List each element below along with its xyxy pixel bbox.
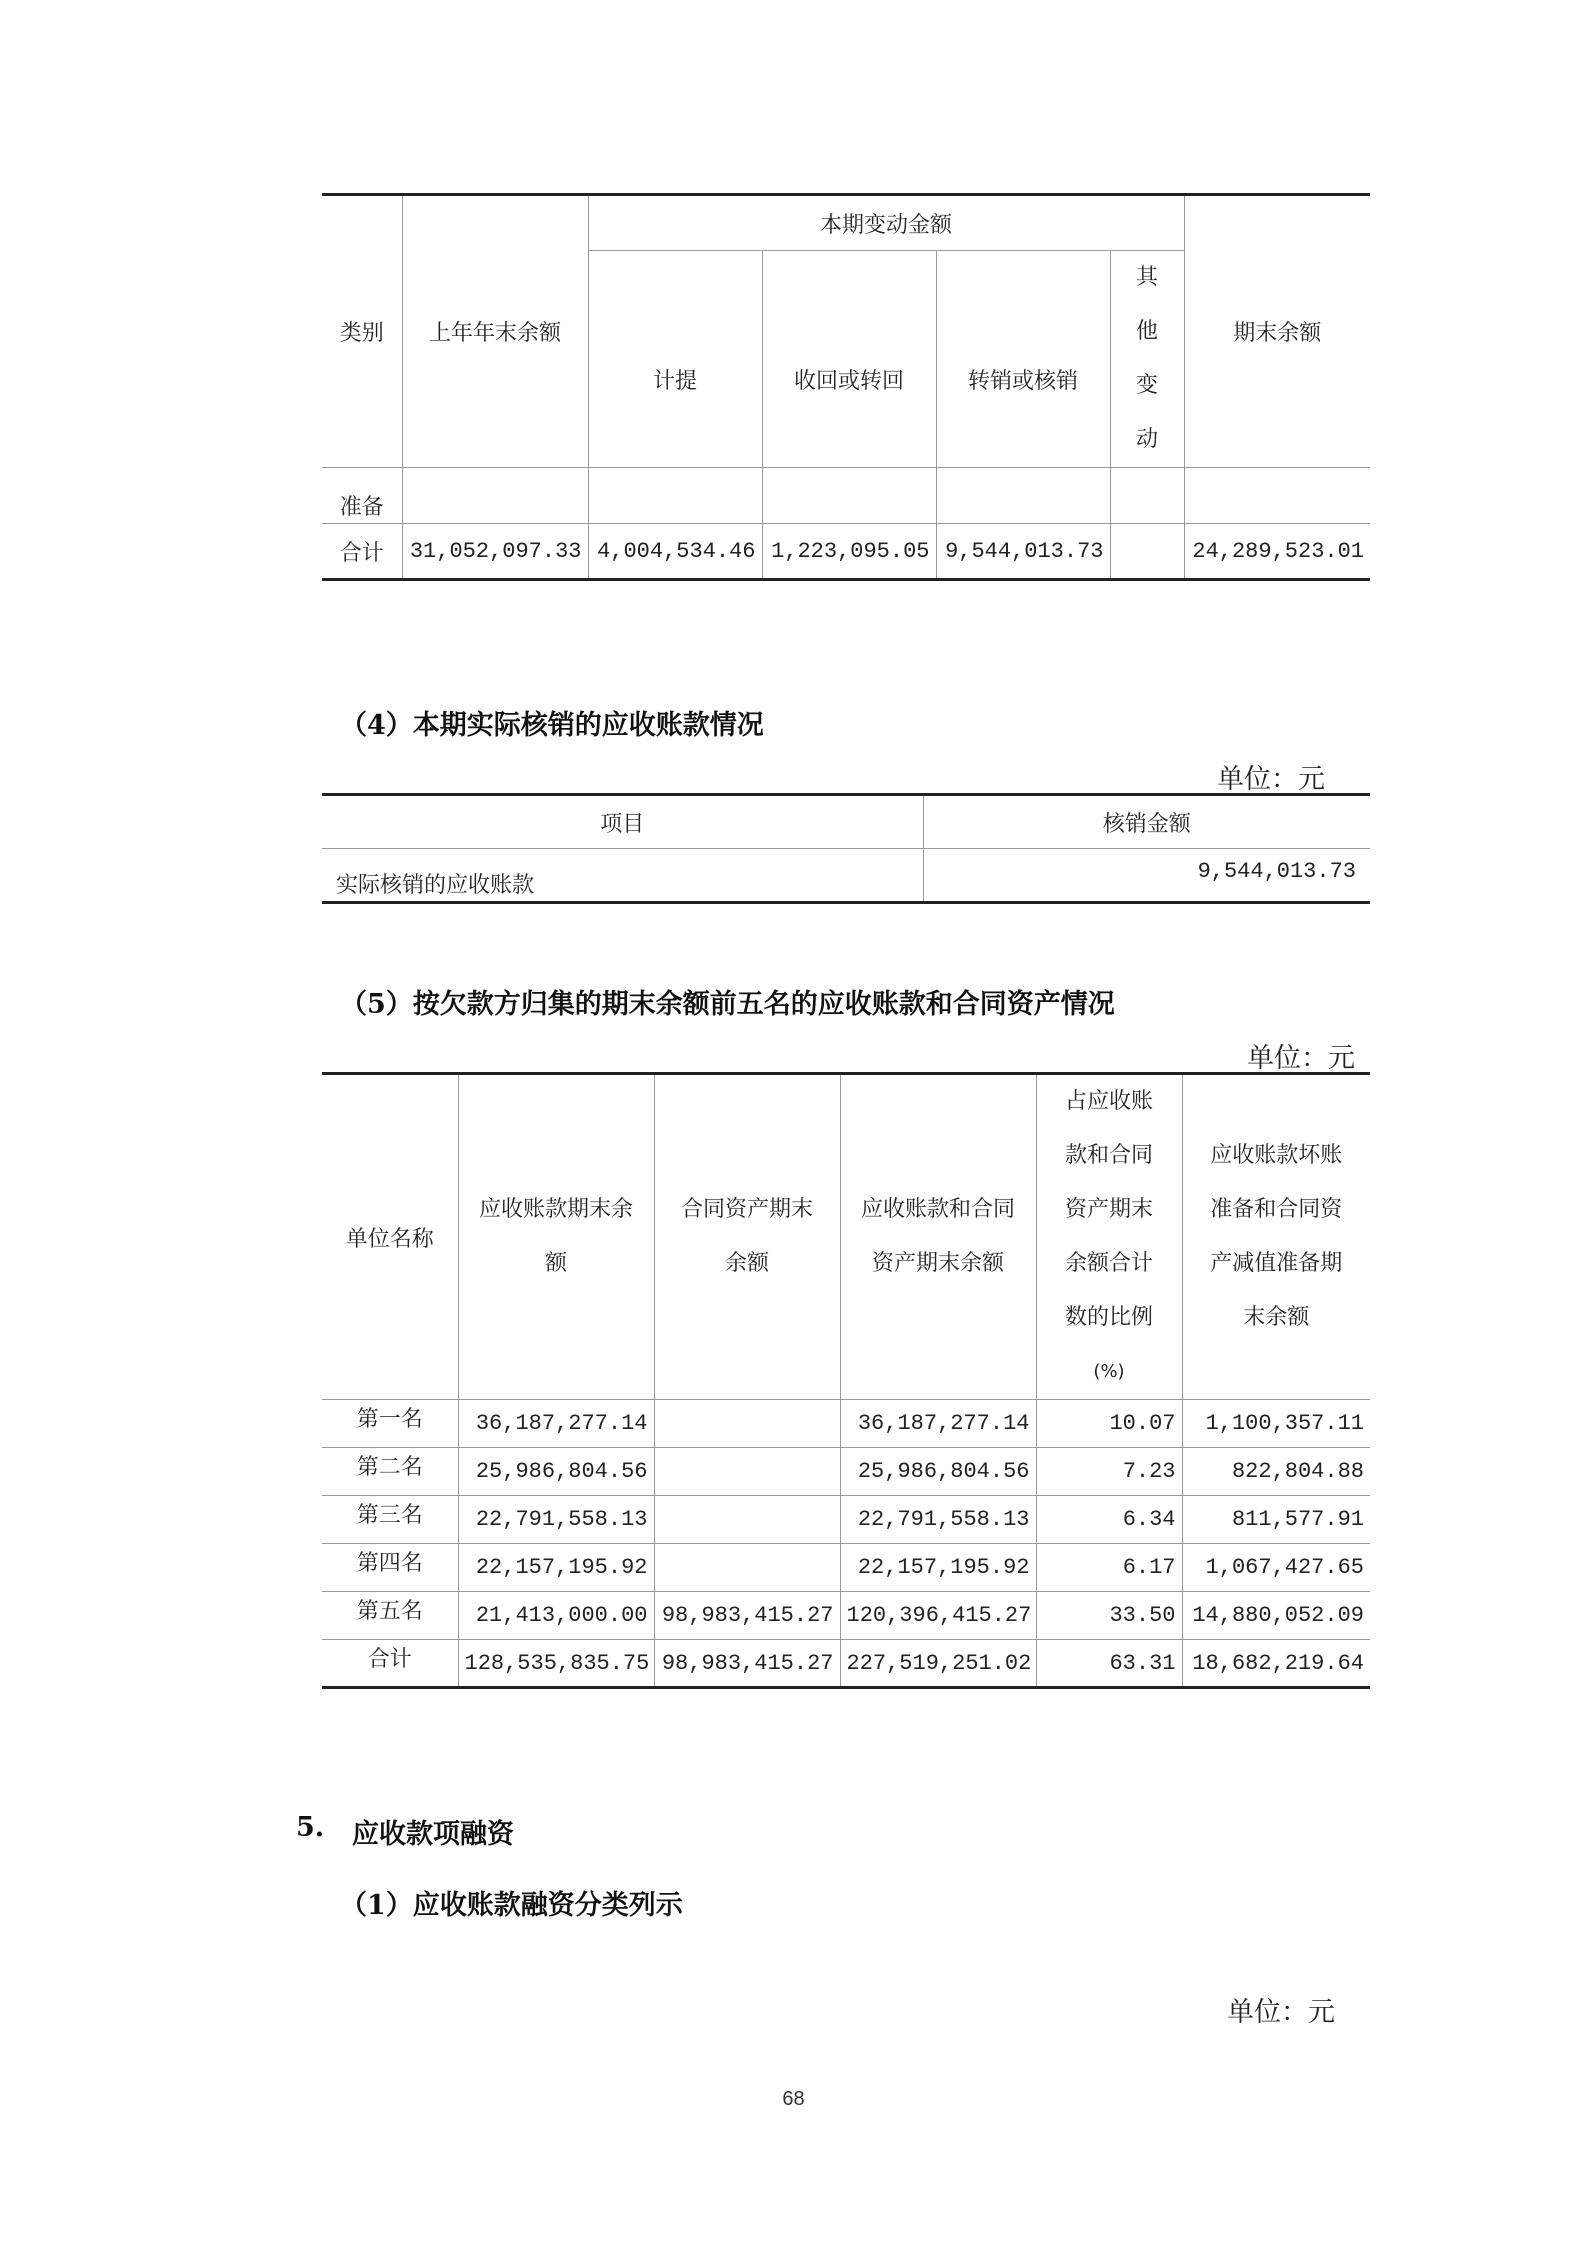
other-char: 他 (1136, 319, 1159, 344)
cell (654, 1448, 840, 1496)
header-line: 应收账款坏账 (1210, 1143, 1343, 1168)
table-row (322, 1544, 1370, 1592)
col-ar-header (458, 1074, 654, 1400)
cell: 33.50 (1036, 1592, 1182, 1640)
row-name: 第四名 (322, 1544, 458, 1592)
row-item: 实际核销的应收账款 (322, 849, 923, 903)
header-line: 余额合计 (1064, 1251, 1153, 1276)
cell: 24,289,523.01 (1184, 524, 1370, 580)
cell: 18,682,219.64 (1182, 1640, 1370, 1688)
table-row (322, 1400, 1370, 1448)
cell: 120,396,415.27 (840, 1592, 1036, 1640)
header-line: 占应收账 (1064, 1089, 1153, 1114)
row-category: 合计 (322, 524, 402, 580)
header-line: 应收账款和合同 (860, 1197, 1015, 1222)
row-name: 第一名 (322, 1400, 458, 1448)
cell: 6.17 (1036, 1544, 1182, 1592)
row-amount: 9,544,013.73 (923, 849, 1370, 903)
row-name: 第五名 (322, 1592, 458, 1640)
cell: 21,413,000.00 (458, 1592, 654, 1640)
cell: 1,067,427.65 (1182, 1544, 1370, 1592)
cell (762, 468, 936, 524)
cell: 14,880,052.09 (1182, 1592, 1370, 1640)
cell: 63.31 (1036, 1640, 1182, 1688)
table-row (322, 1640, 1370, 1688)
cell: 98,983,415.27 (654, 1592, 840, 1640)
header-line: 合同资产期末 (680, 1197, 813, 1222)
col-category-header: 类别 (322, 195, 402, 468)
header-line: 末余额 (1243, 1305, 1310, 1330)
top-five-table (322, 1072, 1370, 1689)
cell: 7.23 (1036, 1448, 1182, 1496)
col-prev-balance-header: 上年年末余额 (402, 195, 588, 468)
header-line: 款和合同 (1064, 1143, 1153, 1168)
page-number: 68 (782, 2088, 805, 2110)
other-char: 变 (1136, 373, 1159, 398)
cell: 98,983,415.27 (654, 1640, 840, 1688)
cell: 31,052,097.33 (402, 524, 588, 580)
header-line: (%) (1093, 1361, 1125, 1382)
cell: 36,187,277.14 (840, 1400, 1036, 1448)
header-line: 资产期末 (1064, 1197, 1153, 1222)
cell (1110, 468, 1184, 524)
col-recovered-header: 收回或转回 (762, 251, 936, 468)
cell (588, 468, 762, 524)
col-end-balance-header: 期末余额 (1184, 195, 1370, 468)
table-row (322, 468, 1370, 524)
header-line: 准备和合同资 (1210, 1197, 1343, 1222)
cell: 25,986,804.56 (840, 1448, 1036, 1496)
cell: 9,544,013.73 (936, 524, 1110, 580)
cell: 811,577.91 (1182, 1496, 1370, 1544)
header-line: 数的比例 (1064, 1305, 1153, 1330)
section-title: 应收款项融资 (352, 1819, 514, 1850)
sub-heading: （1）应收账款融资分类列示 (340, 1890, 683, 1921)
col-amount-header: 核销金额 (923, 795, 1370, 849)
cell: 22,791,558.13 (840, 1496, 1036, 1544)
section-number: 5. (296, 1812, 325, 1843)
col-provision-header (1182, 1074, 1370, 1400)
header-line: 应收账款期末余 (478, 1197, 633, 1222)
cell (1184, 468, 1370, 524)
table-row (322, 524, 1370, 580)
cell: 4,004,534.46 (588, 524, 762, 580)
cell (936, 468, 1110, 524)
cell: 822,804.88 (1182, 1448, 1370, 1496)
section-unit: 单位：元 (1227, 1997, 1335, 2028)
col-other-change-header (1110, 251, 1184, 468)
cell: 22,791,558.13 (458, 1496, 654, 1544)
cell (402, 468, 588, 524)
col-ca-header (654, 1074, 840, 1400)
row-name: 第三名 (322, 1496, 458, 1544)
cell (654, 1400, 840, 1448)
cell (654, 1544, 840, 1592)
cell (654, 1496, 840, 1544)
bad-debt-provision-table (322, 193, 1370, 581)
table-row (322, 1592, 1370, 1640)
other-char: 动 (1136, 427, 1159, 452)
cell: 1,223,095.05 (762, 524, 936, 580)
table-row (322, 849, 1370, 903)
section-4-heading: （4）本期实际核销的应收账款情况 (340, 710, 764, 741)
col-total-header (840, 1074, 1036, 1400)
section-4-unit: 单位：元 (1217, 764, 1325, 795)
section-5-heading: （5）按欠款方归集的期末余额前五名的应收账款和合同资产情况 (340, 989, 1115, 1020)
header-line: 额 (544, 1251, 567, 1276)
cell: 1,100,357.11 (1182, 1400, 1370, 1448)
cell: 25,986,804.56 (458, 1448, 654, 1496)
header-line: 产减值准备期 (1210, 1251, 1343, 1276)
cell: 22,157,195.92 (458, 1544, 654, 1592)
col-change-group-header: 本期变动金额 (588, 195, 1184, 251)
cell: 128,535,835.75 (458, 1640, 654, 1688)
cell: 22,157,195.92 (840, 1544, 1036, 1592)
table-row (322, 1496, 1370, 1544)
col-ratio-header (1036, 1074, 1182, 1400)
other-char: 其 (1136, 265, 1159, 290)
table-row (322, 1448, 1370, 1496)
row-name: 合计 (322, 1640, 458, 1688)
cell: 36,187,277.14 (458, 1400, 654, 1448)
row-name: 第二名 (322, 1448, 458, 1496)
write-off-table (322, 793, 1370, 904)
col-name-header: 单位名称 (322, 1074, 458, 1400)
header-line: 余额 (724, 1251, 769, 1276)
cell: 10.07 (1036, 1400, 1182, 1448)
cell (1110, 524, 1184, 580)
col-item-header: 项目 (322, 795, 923, 849)
cell: 6.34 (1036, 1496, 1182, 1544)
cell: 227,519,251.02 (840, 1640, 1036, 1688)
col-provision-header: 计提 (588, 251, 762, 468)
section-5-unit: 单位：元 (1247, 1043, 1355, 1074)
row-category: 准备 (322, 468, 402, 524)
header-line: 资产期末余额 (871, 1251, 1004, 1276)
col-written-off-header: 转销或核销 (936, 251, 1110, 468)
